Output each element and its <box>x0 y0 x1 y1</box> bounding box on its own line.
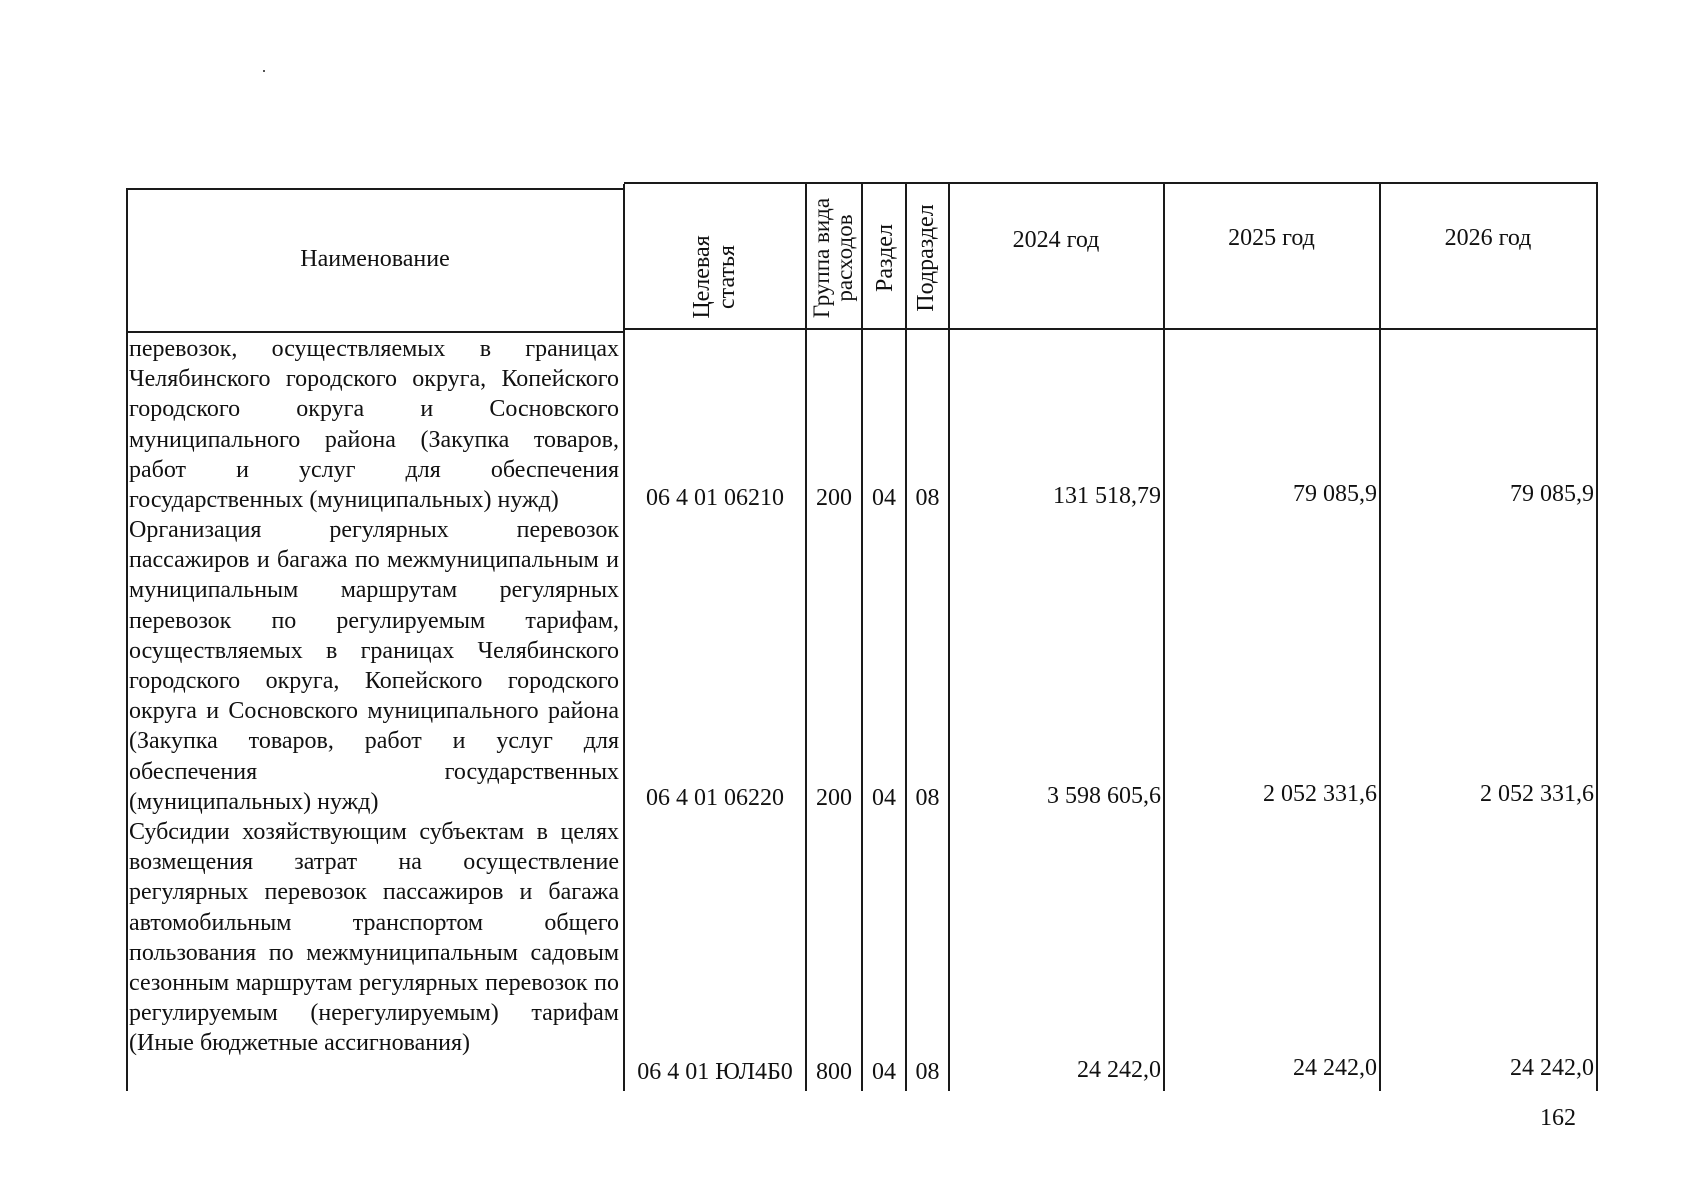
col-divider-2024 <box>1163 182 1165 1091</box>
row-1-target-article: 06 4 01 06210 <box>646 485 784 511</box>
row-2-expense-group: 200 <box>816 785 852 811</box>
col-divider-2025 <box>1379 182 1381 1091</box>
page-number: 162 <box>1540 1105 1576 1131</box>
col-divider-subsection <box>948 184 950 1091</box>
row-1-2025: 79 085,9 <box>1293 481 1377 507</box>
row-3-subsection: 08 <box>915 1059 940 1085</box>
row-1-2026: 79 085,9 <box>1510 481 1594 507</box>
row-3-2026: 24 242,0 <box>1510 1055 1594 1081</box>
row-2-section: 04 <box>872 785 896 811</box>
row-2-subsection: 08 <box>915 785 940 811</box>
header-bottom-border <box>126 331 624 333</box>
row-2-name: Организация регулярных перевозок пассажиров и багажа по межмуниципальным и муниципальным маршрутам регулярных перевозок по регулируемым тарифам, осуществляемых в границах Челябинского городского округа, Копейского городского округа и Сосновского муниципального района (Закупка товаров, работ и услуг для обеспечения государственных (муниципальных) нужд) <box>129 517 619 815</box>
budget-table <box>126 181 1597 1091</box>
row-3-2024: 24 242,0 <box>1077 1057 1161 1083</box>
row-3-target-article: 06 4 01 ЮЛ4Б0 <box>637 1059 793 1085</box>
row-1-2024: 131 518,79 <box>1053 483 1161 509</box>
row-3-2025: 24 242,0 <box>1293 1055 1377 1081</box>
row-3-section: 04 <box>872 1059 896 1085</box>
header-expense-group-label: Группа вида расходов <box>809 197 857 319</box>
header-target-article-label: Целевая статья <box>688 235 740 319</box>
header-subsection: Подраздел <box>913 204 940 312</box>
row-2-2024: 3 598 605,6 <box>1047 783 1161 809</box>
scan-speck <box>263 70 265 72</box>
header-name: Наименование <box>300 246 450 273</box>
row-3-expense-group: 800 <box>816 1059 852 1085</box>
header-target-article-text <box>665 207 765 347</box>
row-1-name: перевозок, осуществляемых в границах Челябинского городского округа, Копейского городского округа и Сосновского муниципального района (Закупка товаров, работ и услуг для обеспечения государственных (муниципальных) нужд) <box>129 336 619 514</box>
table-right-border <box>1596 182 1598 1091</box>
row-1-subsection: 08 <box>915 485 940 511</box>
row-2-2025: 2 052 331,6 <box>1263 781 1377 807</box>
header-2026: 2026 год <box>1444 225 1532 252</box>
col-divider-name <box>623 184 625 1091</box>
header-expense-group <box>806 188 860 328</box>
header-bottom-border-right <box>624 328 1597 330</box>
col-divider-group <box>861 184 863 1091</box>
header-2025: 2025 год <box>1228 225 1315 252</box>
row-2-2026: 2 052 331,6 <box>1480 781 1594 807</box>
row-3-name: Субсидии хозяйствующим субъектам в целях возмещения затрат на осуществление регулярных перевозок пассажиров и багажа автомобильным транспортом общего пользования по межмуниципальным садовым сезонным маршрутам регулярных перевозок по регулируемым (нерегулируемым) тарифам (Иные бюджетные ассигнования) <box>129 819 619 1057</box>
row-2-target-article: 06 4 01 06220 <box>646 785 784 811</box>
row-1-section: 04 <box>872 485 896 511</box>
header-section: Раздел <box>872 224 899 292</box>
table-top-border-right <box>624 182 1597 184</box>
row-1-expense-group: 200 <box>816 485 852 511</box>
header-2024: 2024 год <box>1012 227 1100 254</box>
